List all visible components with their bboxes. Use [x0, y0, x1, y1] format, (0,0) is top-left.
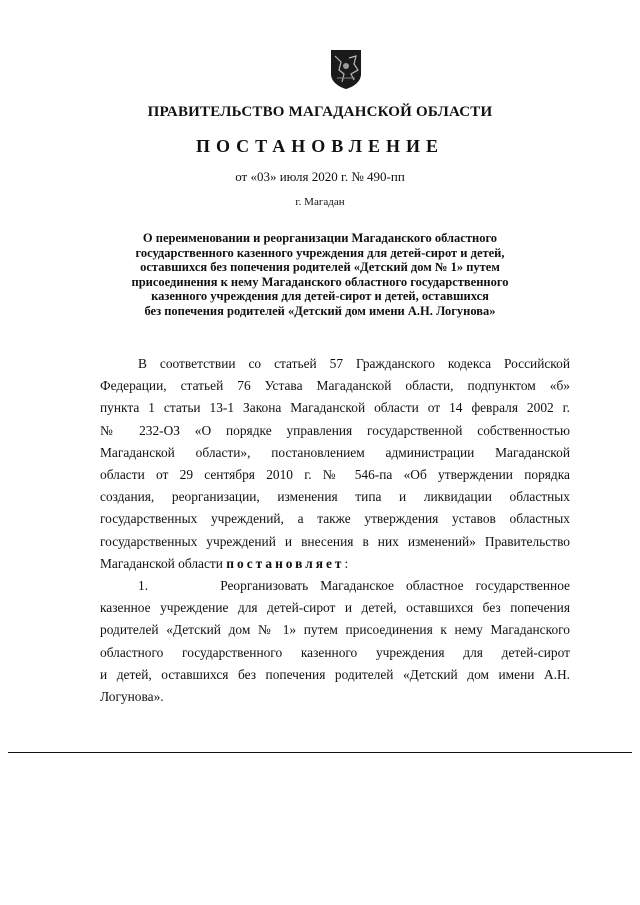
body-line: создания, реорганизации, изменения типа и ликвидации областных	[100, 489, 570, 505]
subject-line: казенного учреждения для детей-сирот и детей, оставшихся	[151, 289, 489, 303]
subject-line: государственного казенного учреждения для детей-сирот и детей,	[135, 245, 505, 260]
subject-line: без попечения родителей «Детский дом имени А.Н. Логунова»	[144, 303, 496, 318]
body-line: казенное учреждение для детей-сирот и детей, оставшихся без попечения	[100, 600, 570, 616]
resolves-colon: :	[344, 555, 349, 571]
body-line: области от 29 сентября 2010 г. № 546-па «Об утверждении порядка	[100, 467, 570, 483]
body-line: и детей, оставшихся без попечения родителей «Детский дом имени А.Н.	[100, 666, 570, 682]
document-date-number: от «03» июля 2020 г. № 490-пп	[235, 169, 405, 184]
document-place: г. Магадан	[295, 196, 345, 208]
document-body	[100, 353, 570, 708]
subject-line: присоединения к нему Магаданского областного государственного	[131, 274, 509, 289]
document-type: ПОСТАНОВЛЕНИЕ	[195, 136, 445, 156]
body-line: государственных учреждений, а также утверждения уставов областных	[100, 511, 570, 527]
body-line: Магаданской области», постановлением администрации Магаданской	[100, 444, 570, 460]
preamble-paragraph	[100, 353, 570, 575]
body-line: государственных учреждений и внесения в них изменений» Правительство	[100, 533, 570, 549]
body-line: родителей «Детский дом № 1» путем присоединения к нему Магаданского	[100, 622, 570, 638]
body-line: 1. Реорганизовать Магаданское областное государственное	[138, 578, 570, 594]
body-line: Федерации, статьей 76 Устава Магаданской области, подпунктом «б»	[100, 378, 570, 394]
body-line: областного государственного казенного учреждения для детей-сирот	[100, 644, 570, 660]
subject-line: О переименовании и реорганизации Магаданского областного	[142, 231, 498, 245]
organization-title: ПРАВИТЕЛЬСТВО МАГАДАНСКОЙ ОБЛАСТИ	[147, 104, 493, 120]
item-1-paragraph	[100, 575, 570, 708]
body-line: В соответствии со статьей 57 Гражданского кодекса Российской	[138, 356, 570, 371]
document-subject	[60, 231, 580, 318]
body-line-text: Магаданской области	[100, 555, 227, 571]
body-line-resolves	[100, 553, 570, 575]
subject-line: оставшихся без попечения родителей «Детский дом № 1» путем	[140, 260, 500, 274]
body-line: Логунова».	[100, 689, 164, 705]
coat-of-arms-icon	[329, 48, 363, 90]
body-line: пункта 1 статьи 13-1 Закона Магаданской области от 14 февраля 2002 г.	[100, 400, 570, 416]
resolves-keyword: постановляет	[226, 555, 345, 571]
body-line: № 232-ОЗ «О порядке управления государственной собственностью	[100, 422, 570, 438]
footer-divider	[8, 752, 632, 753]
